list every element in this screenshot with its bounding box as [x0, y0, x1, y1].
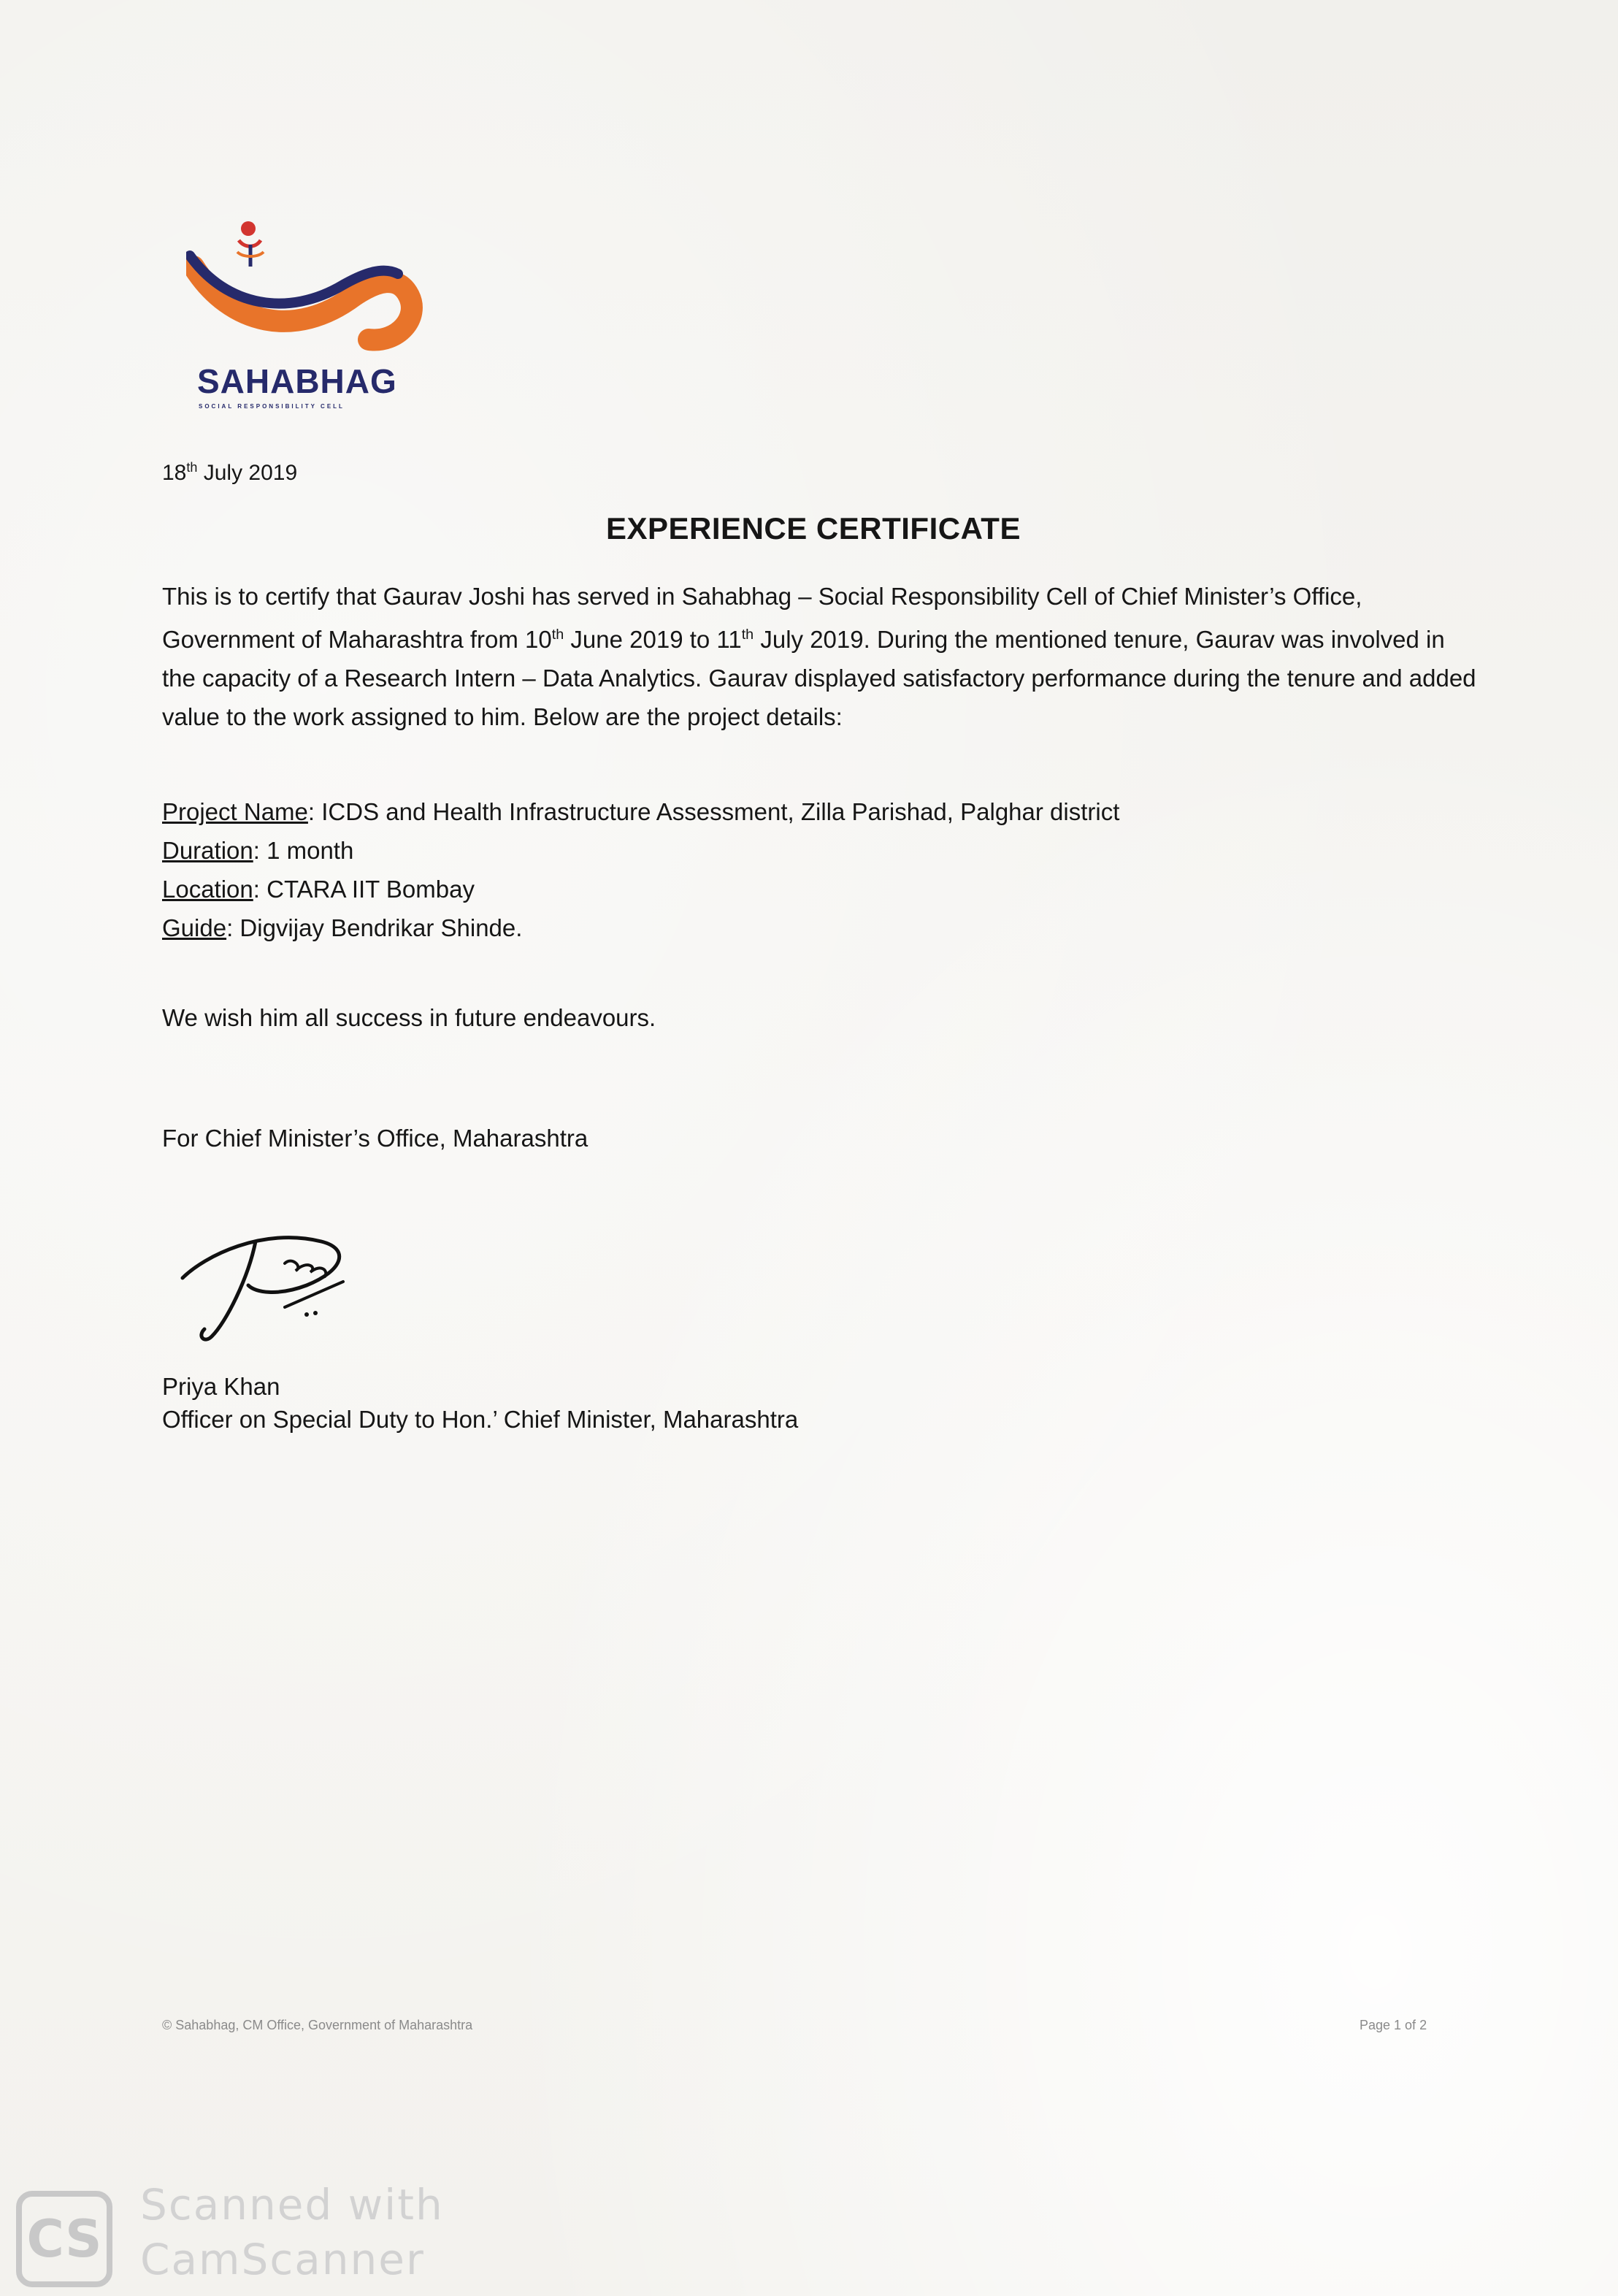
signer-name: Priya Khan — [162, 1373, 280, 1400]
closing-line: We wish him all success in future endeavours. — [162, 1004, 656, 1031]
date-rest: July 2019 — [197, 461, 298, 485]
para-sup-1: th — [551, 627, 564, 643]
signer-title: Officer on Special Duty to Hon.’ Chief Minister, Maharashtra — [162, 1406, 799, 1433]
footer-copyright: © Sahabhag, CM Office, Government of Maharashtra — [162, 2018, 473, 2032]
detail-row-duration: Duration: 1 month — [162, 837, 354, 864]
para-part-3: July 2019. During the mentioned tenure, Gaurav was involved in the capacity of a Research Intern – Data Analytics. Gaurav displayed satisfactory performance during the tenure and added value to the work assigned to him. Below are the project details: — [162, 626, 1476, 730]
detail-row-guide: Guide: Digvijay Bendrikar Shinde. — [162, 914, 523, 941]
signature-icon — [175, 1212, 365, 1358]
camscanner-logo-icon — [16, 2191, 112, 2287]
detail-value: ICDS and Health Infrastructure Assessment, Zilla Parishad, Palghar district — [315, 798, 1120, 825]
detail-label: Project Name — [162, 798, 308, 825]
camscanner-badge-text: CS — [26, 2209, 102, 2269]
watermark-line-2: CamScanner — [140, 2235, 425, 2284]
project-details — [162, 792, 1119, 947]
detail-value: Digvijay Bendrikar Shinde. — [233, 914, 523, 941]
for-office-line: For Chief Minister’s Office, Maharashtra — [162, 1125, 588, 1152]
date-day: 18 — [162, 461, 187, 485]
para-part-1: This is to certify that Gaurav Joshi has served in Sahabhag – Social Responsibility Cell of Chief Minister’s Office, Government of Maharashtra from 10 — [162, 583, 1362, 653]
detail-value: CTARA IIT Bombay — [259, 876, 475, 903]
para-sup-2: th — [741, 627, 754, 643]
detail-row-project-name: Project Name: ICDS and Health Infrastructure Assessment, Zilla Parishad, Palghar district — [162, 798, 1120, 825]
brand-name: SAHABHAG — [197, 362, 397, 400]
detail-label: Duration — [162, 837, 253, 864]
footer-page-number: Page 1 of 2 — [1360, 2018, 1427, 2032]
detail-label: Guide — [162, 914, 227, 941]
certificate-paragraph — [162, 577, 1484, 736]
sahabhag-logo-icon — [186, 215, 434, 361]
page-title: EXPERIENCE CERTIFICATE — [606, 511, 1021, 546]
detail-label: Location — [162, 876, 253, 903]
watermark-line-1: Scanned with — [140, 2180, 444, 2230]
detail-value: 1 month — [259, 837, 354, 864]
letter-date — [162, 460, 297, 486]
date-suffix: th — [186, 460, 198, 475]
brand-tagline: SOCIAL RESPONSIBILITY CELL — [199, 403, 345, 410]
para-part-2: June 2019 to 11 — [564, 626, 742, 653]
detail-row-location: Location: CTARA IIT Bombay — [162, 876, 475, 903]
